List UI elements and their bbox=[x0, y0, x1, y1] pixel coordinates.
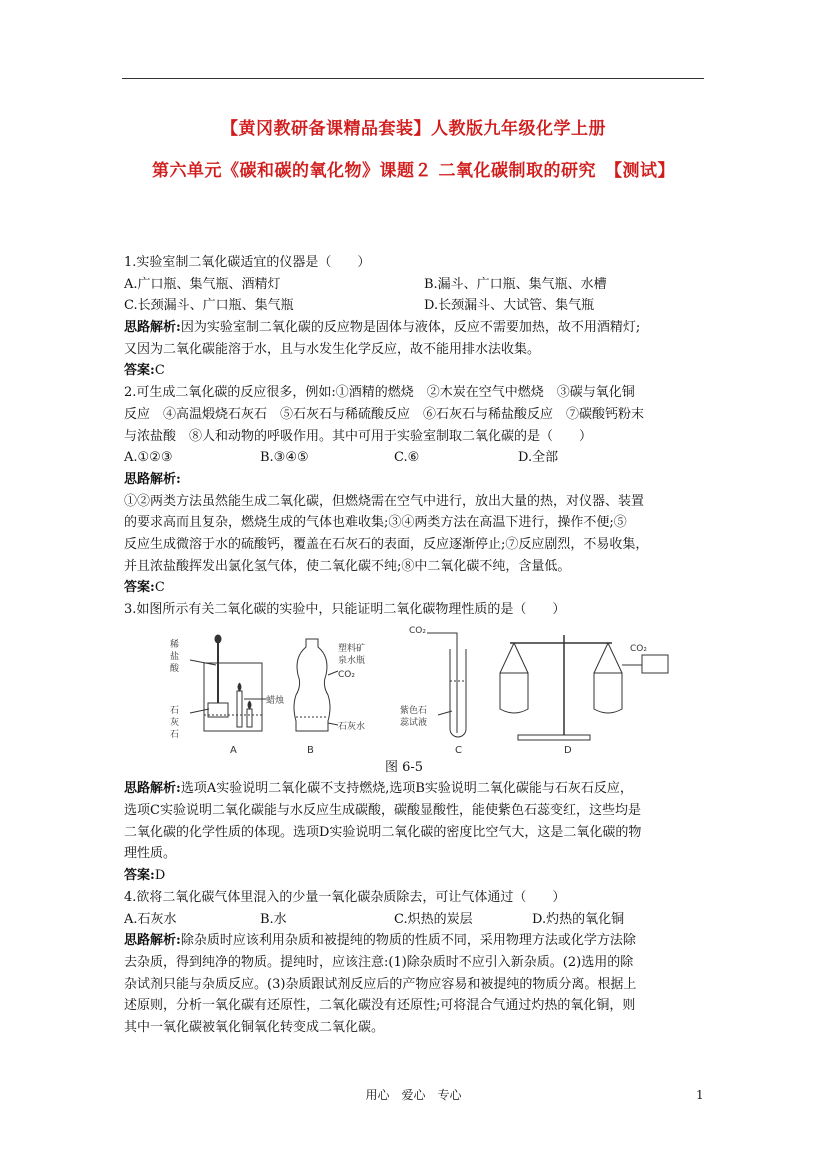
right-strings bbox=[594, 643, 622, 673]
q4-option-c: C.炽热的炭层 bbox=[394, 911, 473, 927]
q4-analysis-label: 思路解析: bbox=[124, 933, 181, 949]
q3-answer-line bbox=[124, 865, 714, 887]
q1-options-row-2 bbox=[124, 295, 714, 317]
q2-option-c: C.⑥ bbox=[394, 450, 420, 466]
q1-option-c: C.长颈漏斗、广口瓶、集气瓶 bbox=[124, 298, 294, 314]
q4-analysis-text: 除杂质时应该利用杂质和被提纯的物质的性质不同，采用物理方法或化学方法除 bbox=[180, 933, 636, 949]
label-letter-a: A bbox=[230, 744, 237, 756]
q4-analysis-text-2: 去杂质，得到纯净的物质。提纯时，应该注意:(1)除杂质时不应引入新杂质。(2)选用的除 bbox=[124, 954, 634, 970]
label-letter-b: B bbox=[307, 744, 314, 756]
q1-answer: C bbox=[154, 363, 165, 379]
document-subtitle: 第六单元《碳和碳的氧化物》课题２ 二氧化碳制取的研究 【测试】 bbox=[152, 161, 675, 181]
q1-answer-label: 答案: bbox=[124, 363, 155, 379]
label-bottle-1: 塑料矿 bbox=[338, 643, 366, 654]
q1-analysis-text-2: 又因为二氧化碳能溶于水，且与水发生化学反应，故不能用排水法收集。 bbox=[124, 341, 541, 357]
flame-short bbox=[248, 701, 251, 709]
q4-option-b: B.水 bbox=[260, 911, 287, 927]
candle-short bbox=[247, 709, 252, 727]
q4-stem: 4.欲将二氧化碳气体里混入的少量一氧化碳杂质除去，可让气体通过（ ） bbox=[124, 889, 566, 905]
left-paper-bag bbox=[500, 673, 528, 713]
q1-answer-line bbox=[124, 360, 714, 382]
q1-option-d: D.长颈漏斗、大试管、集气瓶 bbox=[424, 298, 595, 314]
label-bottle-2: 泉水瓶 bbox=[338, 655, 366, 666]
label-lime-2: 灰 bbox=[170, 717, 180, 728]
label-acid-1: 稀 bbox=[170, 639, 180, 650]
dropper-bulb bbox=[215, 635, 221, 643]
delivery-tube bbox=[427, 633, 457, 733]
q3-analysis-line bbox=[124, 778, 714, 800]
apparatus-d bbox=[500, 635, 668, 756]
experiment-diagram bbox=[124, 625, 684, 757]
label-lime-1: 石 bbox=[170, 705, 180, 716]
q1-stem: 1.实验室制二氧化碳适宜的仪器是（ ） bbox=[124, 255, 371, 270]
q2-options bbox=[124, 447, 714, 469]
q2-stem-1: 2.可生成二氧化碳的反应很多，例如:①酒精的燃烧 ②木炭在空气中燃烧 ③碳与氧化铜 bbox=[124, 385, 635, 401]
beaker-a bbox=[204, 663, 262, 731]
leader-limewater bbox=[328, 723, 338, 725]
label-acid-3: 酸 bbox=[170, 663, 180, 674]
label-letter-d: D bbox=[564, 744, 572, 756]
q3-answer-label: 答案: bbox=[124, 868, 155, 884]
q2-analysis-text-2: 的要求高而且复杂，燃烧生成的气体也难收集;③④两类方法在高温下进行，操作不便;⑤ bbox=[124, 515, 627, 531]
q2-stem-3: 与浓盐酸 ⑧人和动物的呼吸作用。其中可用于实验室制取二氧化碳的是（ ） bbox=[124, 428, 593, 444]
q3-answer: D bbox=[154, 868, 166, 884]
q2-stem-2: 反应 ④高温煅烧石灰石 ⑤石灰石与稀硫酸反应 ⑥石灰石与稀盐酸反应 ⑦碳酸钙粉末 bbox=[124, 406, 645, 422]
label-co2-b: CO₂ bbox=[338, 669, 355, 680]
q4-option-d: D.灼热的氧化铜 bbox=[532, 911, 625, 927]
q3-analysis-text-3: 二氧化碳的化学性质的体现。选项D实验说明二氧化碳的密度比空气大，这是二氧化碳的物 bbox=[124, 824, 642, 840]
apparatus-a bbox=[170, 635, 285, 756]
q1-option-b: B.漏斗、广口瓶、集气瓶、水槽 bbox=[424, 276, 607, 292]
q4-option-a: A.石灰水 bbox=[124, 911, 177, 927]
q2-option-d: D.全部 bbox=[518, 450, 559, 466]
candle-tall bbox=[237, 691, 242, 727]
q2-analysis-label: 思路解析: bbox=[124, 471, 181, 487]
q1-analysis-text: 因为实验室制二氧化碳的反应物是固体与液体，反应不需要加热，故不用酒精灯; bbox=[180, 320, 641, 336]
q3-stem: 3.如图所示有关二氧化碳的实验中，只能证明二氧化碳物理性质的是（ ） bbox=[124, 602, 566, 617]
footer-motto: 用心 爱心 专心 bbox=[365, 1088, 462, 1102]
header-rule bbox=[122, 78, 704, 79]
q2-analysis-text-4: 并且浓盐酸挥发出氯化氢气体，使二氧化碳不纯;⑧中二氧化碳不纯，含量低。 bbox=[124, 558, 571, 574]
q2-answer-label: 答案: bbox=[124, 580, 155, 596]
leader-bottle bbox=[328, 671, 338, 675]
apparatus-c bbox=[400, 626, 466, 756]
question-content bbox=[124, 252, 714, 1039]
q1-analysis-line bbox=[124, 317, 714, 339]
label-litmus-1: 紫色石 bbox=[400, 705, 428, 716]
q4-options bbox=[124, 909, 714, 931]
q2-answer: C bbox=[154, 580, 165, 596]
apparatus-b bbox=[294, 639, 365, 756]
q2-analysis-text-1: ①②两类方法虽然能生成二氧化碳，但燃烧需在空气中进行，放出大量的热，对仪器、装置 bbox=[124, 493, 645, 509]
q4-analysis-text-5: 其中一氧化碳被氧化铜氧化转变成二氧化碳。 bbox=[124, 1019, 385, 1035]
label-litmus-2: 蕊试液 bbox=[400, 717, 428, 728]
q3-analysis-text: 选项A实验说明二氧化碳不支持燃烧,选项B实验说明二氧化碳能与石灰石反应， bbox=[180, 781, 633, 797]
q1-analysis-label: 思路解析: bbox=[124, 320, 181, 336]
q3-analysis-text-2: 选项C实验说明二氧化碳能与水反应生成碳酸，碳酸显酸性，能使紫色石蕊变红，这些均是 bbox=[124, 803, 641, 819]
label-letter-c: C bbox=[455, 744, 462, 756]
label-candle: 蜡烛 bbox=[266, 695, 285, 706]
q4-analysis-text-4: 述原则，分析一氧化碳有还原性，二氧化碳没有还原性;可将混合气通过灼热的氧化铜，则 bbox=[124, 998, 636, 1014]
label-limewater: 石灰水 bbox=[338, 721, 366, 732]
label-co2-c: CO₂ bbox=[409, 625, 426, 636]
right-paper-bag bbox=[594, 673, 622, 713]
q1-option-a: A.广口瓶、集气瓶、酒精灯 bbox=[124, 276, 281, 292]
test-tube-c bbox=[450, 649, 466, 737]
left-strings bbox=[500, 643, 528, 673]
q1-options-row-1 bbox=[124, 274, 714, 296]
leader-limestone bbox=[190, 709, 209, 713]
label-lime-3: 石 bbox=[170, 729, 180, 740]
document-title: 【黄冈教研备课精品套装】人教版九年级化学上册 bbox=[221, 119, 606, 139]
q4-analysis-text-3: 杂试剂只能与杂质反应。(3)杂质跟试剂反应后的产物应容易和被提纯的物质分离。根据上 bbox=[124, 976, 637, 992]
co2-cylinder-d bbox=[622, 655, 668, 673]
balance-base bbox=[518, 735, 590, 740]
label-acid-2: 盐 bbox=[170, 651, 180, 662]
label-co2-d: CO₂ bbox=[630, 643, 647, 654]
q3-analysis-text-4: 理性质。 bbox=[124, 846, 177, 862]
q2-analysis-text-3: 反应生成微溶于水的硫酸钙，覆盖在石灰石的表面，反应逐渐停止;⑦反应剧烈，不易收集， bbox=[124, 536, 649, 552]
q2-answer-line bbox=[124, 577, 714, 599]
q2-option-a: A.①②③ bbox=[124, 450, 173, 466]
experiment-figure bbox=[124, 625, 714, 757]
page-number: 1 bbox=[696, 1088, 704, 1102]
q4-analysis-line bbox=[124, 930, 714, 952]
flame-tall bbox=[238, 683, 241, 691]
figure-caption: 图 6-5 bbox=[384, 759, 424, 775]
q3-analysis-label: 思路解析: bbox=[124, 781, 181, 797]
q2-option-b: B.③④⑤ bbox=[260, 450, 309, 466]
